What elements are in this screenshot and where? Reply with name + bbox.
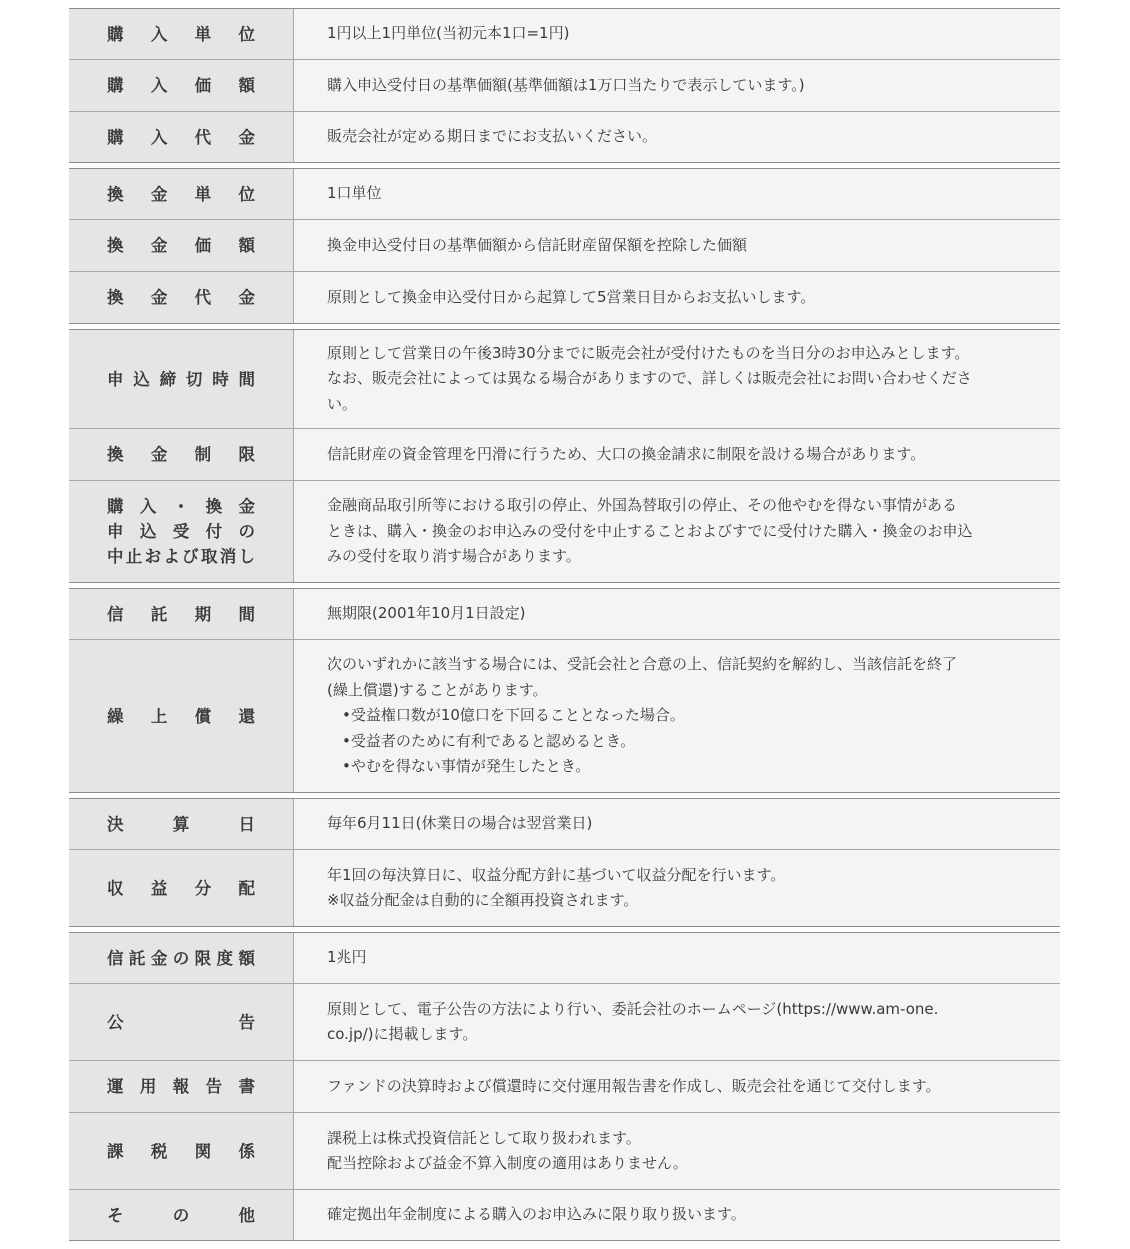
table-row xyxy=(69,589,1060,639)
row-value-line: 次のいずれかに該当する場合には、受託会社と合意の上、信託契約を解約し、当該信託を終了 xyxy=(327,655,958,674)
row-value-line: co.jp/)に掲載します。 xyxy=(327,1025,478,1043)
row-label-line: 決 算 日 xyxy=(107,814,255,834)
row-value-line: •受益権口数が10億口を下回ることとなった場合。 xyxy=(342,706,685,725)
row-label xyxy=(69,429,294,480)
row-label-line: 購 入 価 額 xyxy=(107,76,255,95)
table-row xyxy=(69,639,1060,792)
table-section xyxy=(69,329,1060,583)
row-value-line: 原則として、電子公告の方法により行い、委託会社のホームページ(https://www.am-one. xyxy=(327,999,939,1018)
row-label xyxy=(69,589,294,639)
row-value-line: ※収益分配金は自動的に全額再投資されます。 xyxy=(327,891,639,909)
row-label-line: そ の 他 xyxy=(107,1205,255,1225)
table-section xyxy=(69,168,1060,324)
row-label-line: 購 入 代 金 xyxy=(107,127,255,147)
table-row xyxy=(69,983,1060,1060)
row-label xyxy=(69,272,294,323)
row-value-line: ときは、購入・換金のお申込みの受付を中止することおよびすでに受付けた購入・換金のお申込 xyxy=(327,521,973,540)
row-value-line: 1円以上1円単位(当初元本1口=1円) xyxy=(327,24,570,43)
table-row xyxy=(69,219,1060,271)
row-label xyxy=(69,933,294,983)
table-row xyxy=(69,169,1060,219)
row-value xyxy=(294,850,1060,926)
row-label-line: 換 金 単 位 xyxy=(107,184,255,204)
row-label xyxy=(69,330,294,428)
row-value-line: 販売会社が定める期日までにお支払いください。 xyxy=(327,127,658,146)
row-label-line: 換 金 代 金 xyxy=(107,288,255,307)
table-row xyxy=(69,799,1060,849)
row-value-line: ファンドの決算時および償還時に交付運用報告書を作成し、販売会社を通じて交付します。 xyxy=(327,1076,941,1095)
row-value-line: 確定拠出年金制度による購入のお申込みに限り取り扱います。 xyxy=(327,1205,746,1224)
row-label xyxy=(69,9,294,59)
row-value xyxy=(294,272,1060,323)
row-label xyxy=(69,799,294,849)
row-value-line: 毎年6月11日(休業日の場合は翌営業日) xyxy=(327,814,593,833)
row-value xyxy=(294,112,1060,162)
row-value xyxy=(294,60,1060,111)
row-value-line: い。 xyxy=(327,394,358,413)
row-label-line: 信 託 期 間 xyxy=(107,604,255,624)
row-label xyxy=(69,1061,294,1112)
row-value xyxy=(294,640,1060,792)
row-value xyxy=(294,1190,1060,1240)
table-row xyxy=(69,480,1060,582)
row-value xyxy=(294,169,1060,219)
row-value xyxy=(294,429,1060,480)
table-section xyxy=(69,798,1060,927)
row-value-line: •やむを得ない事情が発生したとき。 xyxy=(342,757,591,776)
row-label-line: 収 益 分 配 xyxy=(107,878,255,898)
table-row xyxy=(69,1189,1060,1240)
row-value-line: (繰上償還)することがあります。 xyxy=(327,680,548,699)
row-value-line: みの受付を取り消す場合があります。 xyxy=(327,547,581,566)
row-value-line: 課税上は株式投資信託として取り扱われます。 xyxy=(327,1128,641,1147)
row-value xyxy=(294,220,1060,271)
row-label-line: 課 税 関 係 xyxy=(107,1141,255,1161)
row-value-line: 原則として営業日の午後3時30分までに販売会社が受付けたものを当日分のお申込みとします。 xyxy=(327,343,970,362)
row-value-line: 換金申込受付日の基準価額から信託財産留保額を控除した価額 xyxy=(327,235,748,254)
table-section xyxy=(69,588,1060,793)
row-label-line: 申 込 受 付 の xyxy=(107,522,255,541)
row-label xyxy=(69,850,294,926)
row-label xyxy=(69,220,294,271)
row-value xyxy=(294,481,1060,582)
table-row xyxy=(69,1060,1060,1112)
row-label-line: 購 入 単 位 xyxy=(107,24,255,44)
row-value xyxy=(294,9,1060,59)
row-value-line: 信託財産の資金管理を円滑に行うため、大口の換金請求に制限を設ける場合があります。 xyxy=(327,444,926,463)
row-value-line: •受益者のために有利であると認めるとき。 xyxy=(342,731,636,750)
table-row xyxy=(69,59,1060,111)
row-label-line: 公 告 xyxy=(107,1012,255,1032)
table-row xyxy=(69,1112,1060,1189)
table-row xyxy=(69,9,1060,59)
row-label xyxy=(69,481,294,582)
table-row xyxy=(69,933,1060,983)
row-value xyxy=(294,799,1060,849)
row-label xyxy=(69,112,294,162)
row-label-line: 換 金 制 限 xyxy=(107,445,255,464)
row-label xyxy=(69,1190,294,1240)
row-value-line: 年1回の毎決算日に、収益分配方針に基づいて収益分配を行います。 xyxy=(327,865,786,884)
row-value-line: なお、販売会社によっては異なる場合がありますので、詳しくは販売会社にお問い合わせくださ xyxy=(327,369,972,388)
row-label xyxy=(69,640,294,792)
table-section xyxy=(69,932,1060,1241)
fund-details-table xyxy=(69,8,1060,1246)
row-value xyxy=(294,589,1060,639)
row-label-line: 購 入 ・ 換 金 xyxy=(107,497,255,516)
row-value xyxy=(294,330,1060,428)
table-row xyxy=(69,330,1060,428)
row-value-line: 1口単位 xyxy=(327,184,382,203)
table-section xyxy=(69,8,1060,163)
table-row xyxy=(69,428,1060,480)
row-value-line: 原則として換金申込受付日から起算して5営業日目からお支払いします。 xyxy=(327,287,816,306)
row-value-line: 金融商品取引所等における取引の停止、外国為替取引の停止、その他やむを得ない事情がある xyxy=(327,496,958,515)
row-value xyxy=(294,1113,1060,1189)
row-label-line: 信 託 金 の 限 度 額 xyxy=(107,948,255,968)
row-label-line: 換 金 価 額 xyxy=(107,236,255,255)
row-label xyxy=(69,984,294,1060)
row-label xyxy=(69,1113,294,1189)
row-value-line: 購入申込受付日の基準価額(基準価額は1万口当たりで表示しています。) xyxy=(327,75,805,94)
row-label-line: 申 込 締 切 時 間 xyxy=(107,369,255,389)
row-label xyxy=(69,169,294,219)
row-value xyxy=(294,933,1060,983)
row-value-line: 配当控除および益金不算入制度の適用はありません。 xyxy=(327,1154,688,1172)
table-row xyxy=(69,111,1060,162)
row-label-line: 中 止 お よ び 取 消 し xyxy=(107,547,255,566)
row-value xyxy=(294,1061,1060,1112)
row-label xyxy=(69,60,294,111)
row-label-line: 運 用 報 告 書 xyxy=(107,1077,255,1096)
table-row xyxy=(69,849,1060,926)
row-value-line: 1兆円 xyxy=(327,948,367,967)
row-label-line: 繰 上 償 還 xyxy=(107,706,255,726)
row-value-line: 無期限(2001年10月1日設定) xyxy=(327,604,526,623)
row-value xyxy=(294,984,1060,1060)
table-row xyxy=(69,271,1060,323)
